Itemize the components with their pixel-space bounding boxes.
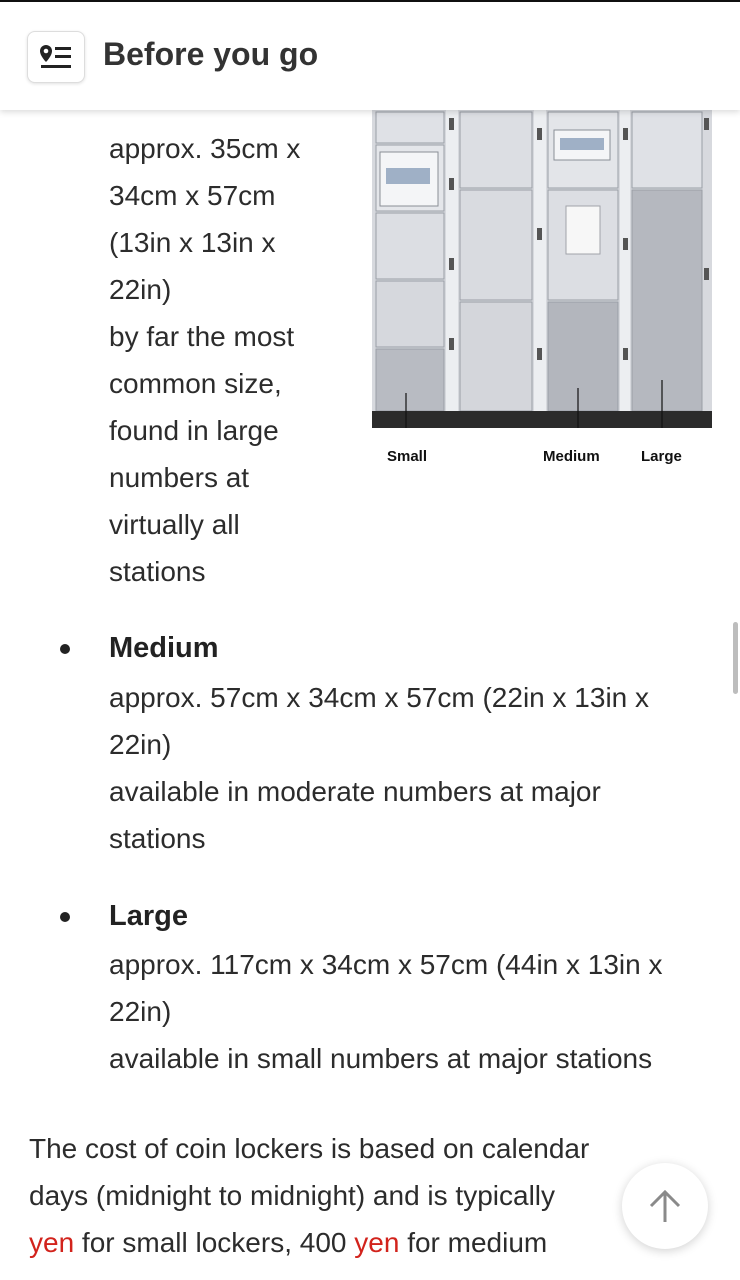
large-line: available in small numbers at major stations xyxy=(109,1043,653,1074)
label-small: Small xyxy=(387,448,428,465)
small-line: 22in) xyxy=(109,274,172,305)
paragraph-text: for small lockers, 400 xyxy=(74,1227,355,1258)
small-line: numbers at xyxy=(109,462,250,493)
large-line: approx. 117cm x 34cm x 57cm (44in x 13in x xyxy=(109,949,663,980)
scroll-to-top-button[interactable] xyxy=(622,1163,708,1249)
top-bar xyxy=(0,2,740,110)
small-line: common size, xyxy=(109,368,282,399)
medium-heading: Medium xyxy=(109,632,219,664)
large-description xyxy=(109,941,719,1082)
bullet xyxy=(60,644,70,654)
small-line: virtually all xyxy=(109,509,240,540)
large-heading: Large xyxy=(109,900,188,932)
cost-paragraph xyxy=(29,1125,719,1266)
small-description xyxy=(109,125,339,595)
map-pin-list-icon xyxy=(39,42,73,72)
arrow-up-icon xyxy=(645,1186,685,1226)
scrollbar-thumb[interactable] xyxy=(733,622,738,694)
page-title: Before you go xyxy=(103,36,319,72)
small-line: stations xyxy=(109,556,206,587)
small-line: approx. 35cm x xyxy=(109,133,301,164)
locker-photo xyxy=(370,108,714,428)
small-line: (13in x 13in x xyxy=(109,227,276,258)
medium-line: 22in) xyxy=(109,729,172,760)
label-medium: Medium xyxy=(543,448,600,465)
yen-link[interactable]: yen xyxy=(354,1227,400,1258)
small-line: found in large xyxy=(109,415,279,446)
medium-line: available in moderate numbers at major xyxy=(109,776,601,807)
small-line: 34cm x 57cm xyxy=(109,180,276,211)
small-line: by far the most xyxy=(109,321,295,352)
label-large: Large xyxy=(641,448,682,465)
paragraph-line: The cost of coin lockers is based on calendar xyxy=(29,1133,590,1164)
table-of-contents-button[interactable] xyxy=(27,31,85,83)
bullet xyxy=(60,912,70,922)
paragraph-line: days (midnight to midnight) and is typically xyxy=(29,1180,556,1211)
medium-line: approx. 57cm x 34cm x 57cm (22in x 13in x xyxy=(109,682,650,713)
medium-line: stations xyxy=(109,823,206,854)
medium-description xyxy=(109,674,719,862)
large-line: 22in) xyxy=(109,996,172,1027)
locker-illustration xyxy=(370,108,714,428)
paragraph-line xyxy=(29,1219,719,1266)
paragraph-text: for medium xyxy=(399,1227,548,1258)
yen-link[interactable]: yen xyxy=(29,1227,75,1258)
